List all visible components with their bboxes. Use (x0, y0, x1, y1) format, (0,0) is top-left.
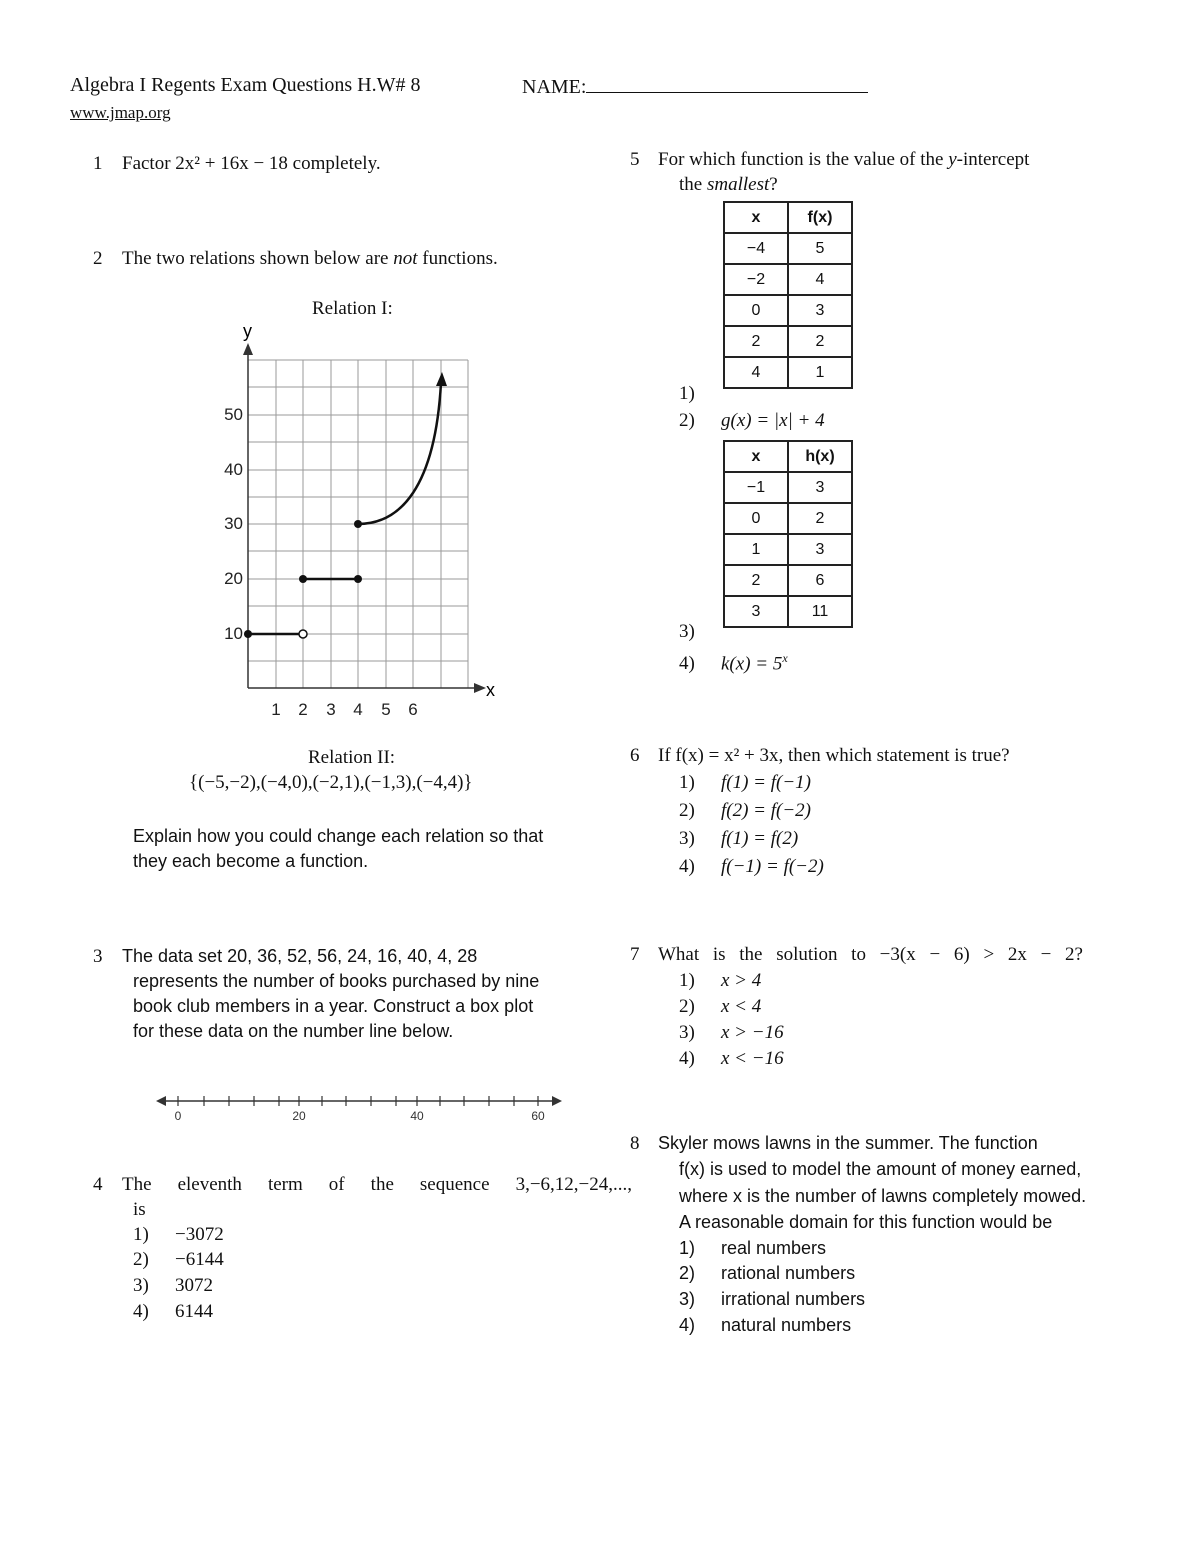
closed-point (299, 575, 307, 583)
q2-explain-line-2: they each become a function. (133, 851, 369, 871)
q4-text: The eleventh term of the sequence 3,−6,12,−24,..., (122, 1174, 632, 1195)
q7-choice-2[interactable]: 2) x < 4 (679, 996, 762, 1017)
q8-line-1: Skyler mows lawns in the summer. The function (658, 1133, 1038, 1153)
right-arrow-icon (552, 1096, 562, 1106)
table-h: x h(x) −1 3 0 2 1 3 2 6 3 11 (723, 440, 853, 628)
x-tick-label: 6 (408, 700, 418, 719)
q4-text-cont: is (133, 1199, 146, 1220)
x-axis-arrow-icon (474, 683, 486, 693)
q2-number: 2 (93, 248, 103, 269)
closed-point (244, 630, 252, 638)
q3-number-line[interactable] (150, 1090, 570, 1126)
x-tick-label: 2 (298, 700, 308, 719)
q8-choice-1[interactable]: 1) real numbers (679, 1238, 827, 1258)
left-arrow-icon (156, 1096, 166, 1106)
q1-number: 1 (93, 153, 103, 174)
q3-line-4: for these data on the number line below. (133, 1021, 454, 1041)
number-line-label: 60 (531, 1109, 545, 1123)
q6-text: If f(x) = x² + 3x, then which statement is true? (658, 745, 1010, 766)
q4-choice-3[interactable]: 3) 3072 (133, 1275, 213, 1296)
y-tick-label: 10 (224, 624, 243, 643)
relation-1-graph (210, 318, 510, 728)
q3-line-3: book club members in a year. Construct a box plot (133, 996, 534, 1016)
y-axis-arrow-icon (243, 343, 253, 355)
q8-choice-4[interactable]: 4) natural numbers (679, 1315, 852, 1335)
y-tick-label: 20 (224, 569, 243, 588)
name-label: NAME: (522, 76, 587, 98)
x-axis-label: x (486, 680, 495, 700)
q8-line-2: f(x) is used to model the amount of money earned, (679, 1159, 1082, 1179)
q3-number: 3 (93, 946, 103, 967)
q7-choice-4[interactable]: 4) x < −16 (679, 1048, 784, 1069)
q7-text: What is the solution to −3(x − 6) > 2x − 2? (658, 944, 1083, 965)
number-line-label: 40 (410, 1109, 424, 1123)
q8-choice-2[interactable]: 2) rational numbers (679, 1263, 856, 1283)
website-link[interactable]: www.jmap.org (70, 103, 171, 122)
q4-choice-2[interactable]: 2) −6144 (133, 1249, 224, 1270)
relation-1-title: Relation I: (312, 298, 393, 319)
closed-point (354, 520, 362, 528)
y-tick-label: 50 (224, 405, 243, 424)
y-axis-label: y (243, 321, 252, 341)
worksheet-title: Algebra I Regents Exam Questions H.W# 8 (70, 74, 421, 96)
q4-choice-4[interactable]: 4) 6144 (133, 1301, 213, 1322)
q2-text: The two relations shown below are not functions. (122, 248, 498, 269)
name-blank[interactable] (586, 74, 868, 93)
q6-choice-2[interactable]: 2) f(2) = f(−2) (679, 800, 812, 821)
q6-choice-4[interactable]: 4) f(−1) = f(−2) (679, 856, 824, 877)
number-line-label: 0 (174, 1109, 182, 1123)
q7-choice-3[interactable]: 3) x > −16 (679, 1022, 784, 1043)
curve-segment (358, 383, 441, 524)
closed-point (354, 575, 362, 583)
q5-choice-1[interactable]: 1) (679, 383, 695, 404)
q6-choice-3[interactable]: 3) f(1) = f(2) (679, 828, 799, 849)
y-tick-label: 40 (224, 460, 243, 479)
x-tick-label: 4 (353, 700, 363, 719)
q3-line-1: The data set 20, 36, 52, 56, 24, 16, 40, 4, 28 (122, 946, 478, 966)
q7-number: 7 (630, 944, 640, 965)
q3-line-2: represents the number of books purchased by nine (133, 971, 540, 991)
q8-line-4: A reasonable domain for this function would be (679, 1212, 1053, 1232)
q5-choice-2[interactable]: 2) g(x) = |x| + 4 (679, 410, 825, 431)
q5-number: 5 (630, 149, 640, 170)
q5-text-line-2: the smallest? (679, 174, 778, 195)
relation-2-title: Relation II: (308, 747, 396, 768)
relation-2-set: {(−5,−2),(−4,0),(−2,1),(−1,3),(−4,4)} (189, 772, 473, 793)
y-tick-label: 30 (224, 514, 243, 533)
number-line-label: 20 (292, 1109, 306, 1123)
curve-arrow-icon (436, 372, 447, 386)
q4-choice-1[interactable]: 1) −3072 (133, 1224, 224, 1245)
q1-text: Factor 2x² + 16x − 18 completely. (122, 153, 381, 174)
q8-choice-3[interactable]: 3) irrational numbers (679, 1289, 866, 1309)
q4-number: 4 (93, 1174, 103, 1195)
q7-choice-1[interactable]: 1) x > 4 (679, 970, 762, 991)
q6-number: 6 (630, 745, 640, 766)
table-f: x f(x) −4 5 −2 4 0 3 2 2 4 1 (723, 201, 853, 389)
q5-choice-3[interactable]: 3) (679, 621, 695, 642)
q2-explain-line-1: Explain how you could change each relation so that (133, 826, 544, 846)
q5-choice-4[interactable]: 4) $k(x) = 5^x$ (679, 651, 788, 675)
name-field[interactable] (522, 74, 868, 99)
q8-number: 8 (630, 1133, 640, 1154)
open-point (299, 630, 307, 638)
x-tick-label: 1 (271, 700, 281, 719)
q5-text-line-1: For which function is the value of the y-intercept (658, 149, 1030, 170)
q6-choice-1[interactable]: 1) f(1) = f(−1) (679, 772, 812, 793)
q8-line-3: where x is the number of lawns completely mowed. (679, 1186, 1087, 1206)
x-tick-label: 5 (381, 700, 391, 719)
x-tick-label: 3 (326, 700, 336, 719)
